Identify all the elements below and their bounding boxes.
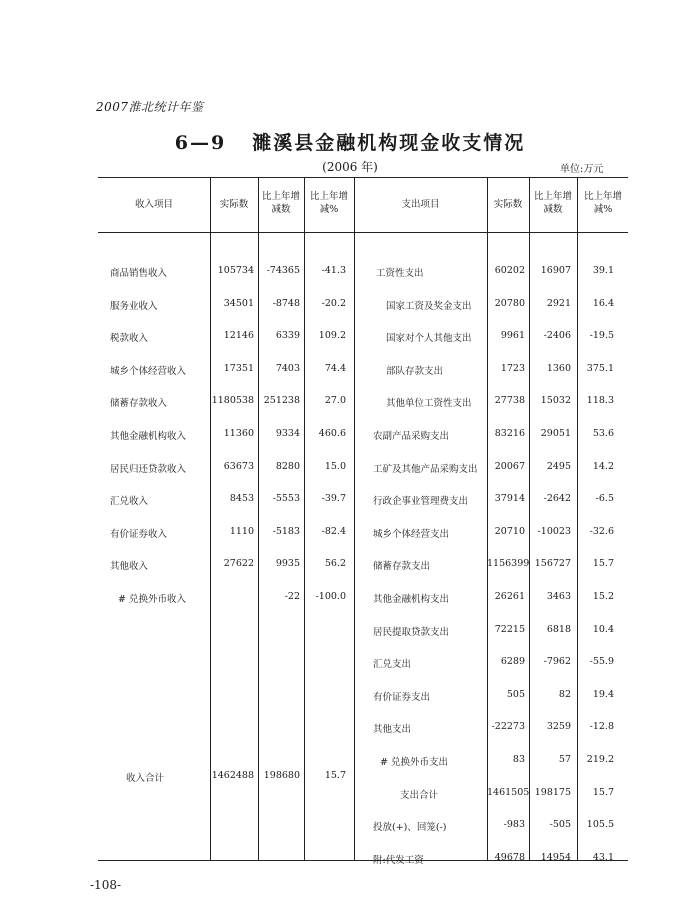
- expense-item: 行政企事业管理费支出: [373, 496, 469, 508]
- expense-change-amount: 156727: [534, 558, 571, 570]
- income-change-amount: -5553: [272, 493, 300, 505]
- expense-change-amount: -2406: [543, 330, 571, 342]
- expense-actual: 1723: [500, 362, 525, 374]
- expense-change-percent: -55.9: [589, 656, 614, 668]
- income-item: 服务业收入: [110, 300, 158, 312]
- expense-change-percent: 219.2: [586, 754, 614, 765]
- expense-item: 附:代发工资: [373, 854, 424, 866]
- expense-item: 国家对个人其他支出: [386, 333, 472, 345]
- income-change-percent: 460.6: [318, 428, 346, 439]
- expense-actual: 37914: [494, 493, 525, 505]
- expense-change-amount: 57: [558, 754, 571, 765]
- income-change-amount: -5183: [272, 525, 300, 537]
- income-item: 其他金融机构收入: [110, 431, 187, 442]
- table-year: (2006 年): [322, 160, 378, 174]
- expense-change-percent: -19.5: [589, 330, 614, 342]
- income-change-percent: -41.3: [321, 265, 346, 276]
- expense-actual: 72215: [494, 623, 525, 635]
- table-number: 6—9: [174, 132, 227, 154]
- expense-item: 其他支出: [373, 724, 412, 736]
- expense-change-percent: 10.4: [592, 623, 614, 635]
- col-divider: [258, 177, 259, 860]
- unit-label: 单位:万元: [560, 164, 604, 175]
- expense-item: 其他金融机构支出: [373, 594, 450, 605]
- expense-change-amount: 198175: [534, 786, 571, 798]
- income-change-percent: -20.2: [321, 297, 346, 309]
- expense-item: 部队存款支出: [386, 365, 444, 377]
- yearbook-header: 2007淮北统计年鉴: [96, 100, 204, 114]
- table-title: [0, 128, 700, 155]
- expense-change-amount: 15032: [540, 395, 571, 407]
- expense-change-amount: 2495: [546, 460, 571, 472]
- expense-actual: 20780: [494, 297, 525, 309]
- income-item: 城乡个体经营收入: [110, 365, 187, 377]
- expense-change-amount: 82: [558, 688, 571, 700]
- expense-actual: 505: [506, 688, 525, 700]
- income-total-change-amount: 198680: [263, 770, 300, 782]
- income-change-percent: 15.0: [324, 460, 346, 472]
- expense-change-amount: 2921: [546, 297, 571, 309]
- income-actual: 63673: [223, 460, 254, 472]
- col-divider: [304, 177, 305, 860]
- expense-actual: 20710: [494, 525, 525, 537]
- header-actual: 实际数: [219, 199, 249, 210]
- expense-actual: 26261: [494, 591, 525, 602]
- income-change-percent: 56.2: [324, 558, 346, 570]
- income-change-amount: 7403: [275, 362, 300, 374]
- income-total-actual: 1462488: [211, 770, 254, 782]
- income-change-percent: 27.0: [324, 395, 346, 407]
- expense-item: 工资性支出: [376, 268, 424, 279]
- income-change-amount: 8280: [275, 460, 300, 472]
- income-actual: 11360: [223, 428, 254, 439]
- header-bottom-rule: [98, 232, 628, 233]
- expense-change-amount: 3259: [546, 721, 571, 733]
- expense-change-percent: -6.5: [595, 493, 614, 505]
- income-item: 居民归还贷款收入: [110, 463, 187, 475]
- expense-change-percent: 53.6: [592, 428, 614, 439]
- expense-change-amount: 14954: [540, 851, 571, 863]
- income-item: # 兑换外币收入: [118, 594, 186, 605]
- expense-actual: 6289: [500, 656, 525, 668]
- expense-item: 投放(+)、回笼(-): [373, 822, 447, 834]
- expense-change-percent: 39.1: [592, 265, 614, 276]
- expense-change-percent: 14.2: [592, 460, 614, 472]
- expense-item: 汇兑支出: [373, 659, 412, 671]
- income-change-percent: 109.2: [318, 330, 346, 342]
- income-actual: 105734: [217, 265, 254, 276]
- expense-actual: 60202: [494, 265, 525, 276]
- col-divider: [354, 177, 355, 860]
- expense-change-percent: 15.7: [592, 786, 614, 798]
- income-item: 其他收入: [110, 561, 149, 573]
- income-change-percent: -82.4: [321, 525, 346, 537]
- expense-change-percent: -32.6: [589, 525, 614, 537]
- income-actual: 1180538: [211, 395, 254, 407]
- expense-item: 农副产品采购支出: [373, 431, 450, 442]
- expense-change-percent: 375.1: [586, 362, 614, 374]
- col-divider: [210, 177, 211, 860]
- expense-change-percent: 105.5: [586, 819, 614, 831]
- income-change-amount: -74365: [266, 265, 300, 276]
- expense-change-amount: 6818: [546, 623, 571, 635]
- expense-item: 储蓄存款支出: [373, 561, 431, 573]
- income-change-amount: 6339: [275, 330, 300, 342]
- expense-change-percent: 15.2: [592, 591, 614, 602]
- expense-item: 其他单位工资性支出: [386, 398, 472, 410]
- income-change-amount: -22: [284, 591, 300, 602]
- income-change-amount: 9334: [275, 428, 300, 439]
- income-actual: 8453: [229, 493, 254, 505]
- expense-change-percent: 19.4: [592, 688, 614, 700]
- expense-item: 居民提取贷款支出: [373, 626, 450, 638]
- income-change-percent: 74.4: [324, 362, 346, 374]
- expense-item: 城乡个体经营支出: [373, 528, 450, 540]
- expense-actual: 49678: [494, 851, 525, 863]
- header-change-amount: 比上年增减数: [262, 191, 301, 215]
- income-actual: 34501: [223, 297, 254, 309]
- income-change-percent: -39.7: [321, 493, 346, 505]
- expense-actual: 1156399: [487, 558, 530, 570]
- income-change-amount: -8748: [272, 297, 300, 309]
- expense-actual: 20067: [494, 460, 525, 472]
- expense-actual: 83216: [494, 428, 525, 439]
- expense-actual: 1461505: [487, 786, 530, 798]
- header-change-amount-2: 比上年增减数: [533, 191, 572, 215]
- header-actual-2: 实际数: [493, 199, 523, 210]
- expense-change-amount: -2642: [543, 493, 571, 505]
- expense-change-amount: -10023: [537, 525, 571, 537]
- income-item: 商品销售收入: [110, 268, 168, 279]
- expense-change-amount: 16907: [540, 265, 571, 276]
- expense-item: # 兑换外币支出: [380, 757, 448, 768]
- expense-change-percent: 16.4: [592, 297, 614, 309]
- header-income-item: 收入项目: [134, 199, 173, 210]
- expense-actual: 27738: [494, 395, 525, 407]
- header-expense-item: 支出项目: [401, 199, 440, 210]
- income-total-label: 收入合计: [126, 773, 165, 785]
- expense-change-amount: 29051: [540, 428, 571, 439]
- income-total-change-percent: 15.7: [324, 770, 346, 782]
- income-item: 税款收入: [110, 333, 149, 345]
- expense-change-percent: 15.7: [592, 558, 614, 570]
- income-change-amount: 9935: [275, 558, 300, 570]
- expense-change-percent: 43.1: [592, 851, 614, 863]
- expense-item: 工矿及其他产品采购支出: [373, 463, 478, 475]
- expense-actual: 9961: [500, 330, 525, 342]
- expense-actual: -22273: [491, 721, 525, 733]
- expense-change-amount: 1360: [546, 362, 571, 374]
- expense-change-amount: -505: [549, 819, 571, 831]
- income-change-percent: -100.0: [315, 591, 346, 602]
- expense-actual: -983: [503, 819, 525, 831]
- expense-change-percent: 118.3: [586, 395, 614, 407]
- income-actual: 27622: [223, 558, 254, 570]
- table-top-rule: [98, 177, 628, 178]
- income-item: 有价证券收入: [110, 528, 168, 540]
- income-actual: 17351: [223, 362, 254, 374]
- expense-item: 国家工资及奖金支出: [386, 300, 472, 312]
- expense-actual: 83: [512, 754, 525, 765]
- expense-change-amount: 3463: [546, 591, 571, 602]
- header-change-percent: 比上年增减%: [309, 191, 348, 215]
- expense-change-amount: -7962: [543, 656, 571, 668]
- income-change-amount: 251238: [263, 395, 300, 407]
- income-item: 储蓄存款收入: [110, 398, 168, 410]
- expense-item: 有价证券支出: [373, 691, 431, 703]
- income-actual: 12146: [223, 330, 254, 342]
- table-title-text: 濉溪县金融机构现金收支情况: [252, 132, 526, 154]
- expense-change-percent: -12.8: [589, 721, 614, 733]
- income-actual: 1110: [229, 525, 254, 537]
- header-change-percent-2: 比上年增减%: [583, 191, 622, 215]
- page-number: -108-: [90, 878, 122, 892]
- expense-item: 支出合计: [400, 789, 439, 801]
- income-item: 汇兑收入: [110, 496, 149, 508]
